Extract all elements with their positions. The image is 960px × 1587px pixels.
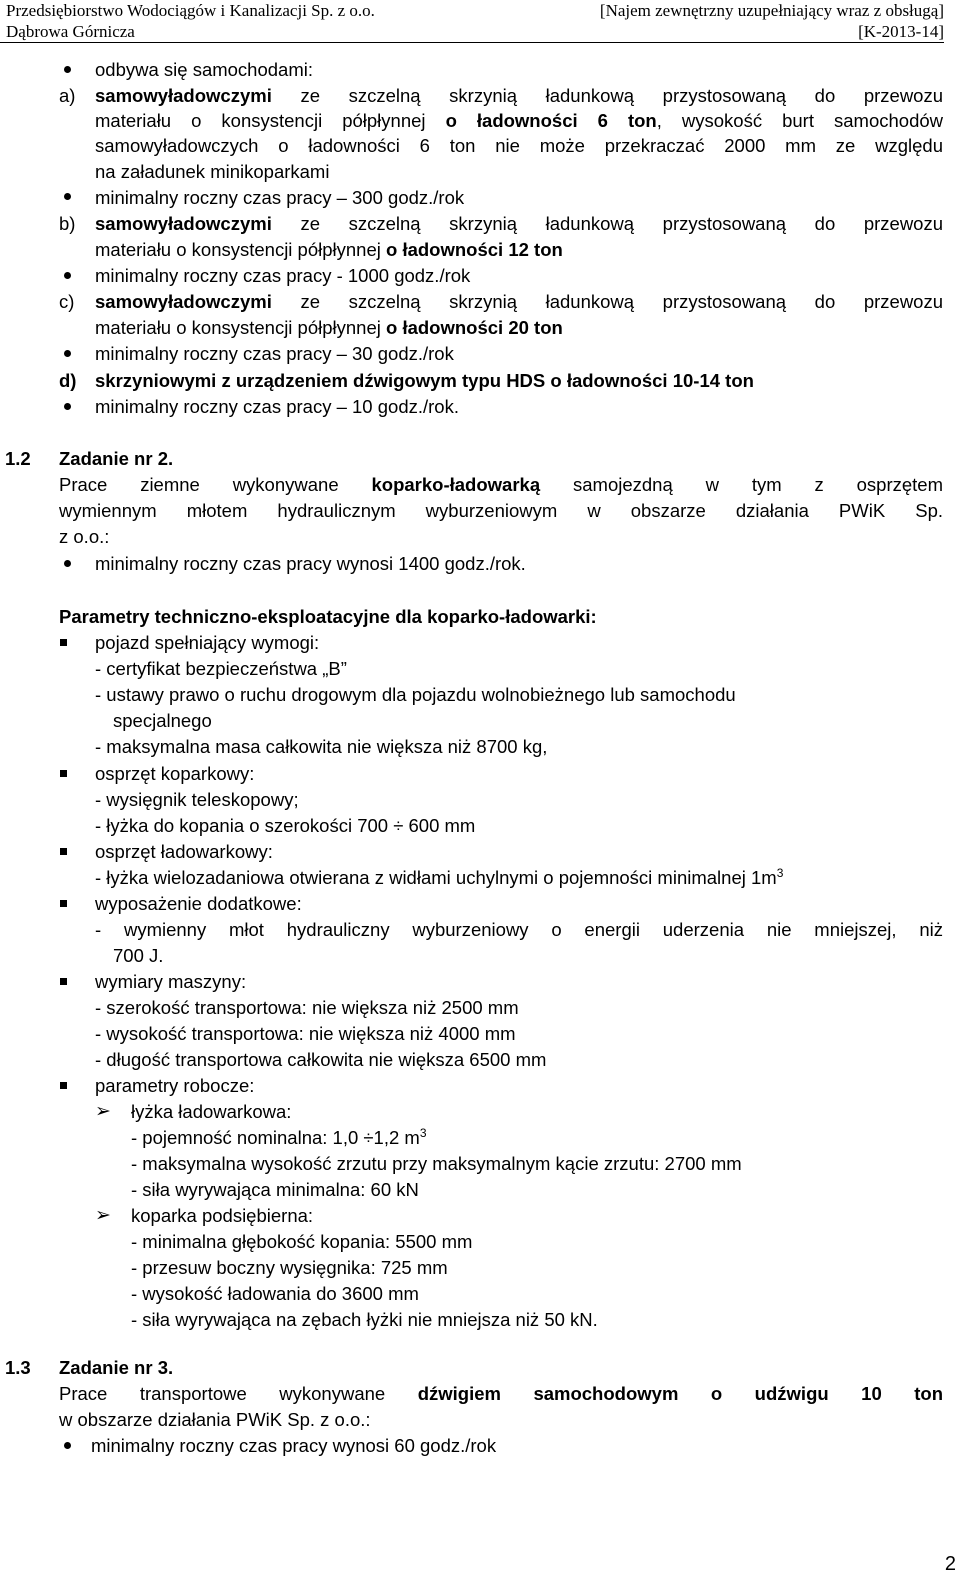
square-bullet-icon	[60, 978, 67, 985]
bullet-icon	[64, 560, 71, 567]
params-s3-1: - łyżka wielozadaniowa otwierana z widłami uchylnymi o pojemności minimalnej $1m^3$	[95, 866, 784, 888]
params-s1-2b: specjalnego	[113, 710, 212, 731]
item-a-line2: materiału o konsystencji półpłynnej o ładowności 6 ton, wysokość burt samochodów	[95, 110, 944, 131]
item-c-letter: c)	[59, 291, 75, 312]
item-b-line2: materiału o konsystencji półpłynnej o ładowności 12 ton	[95, 239, 563, 260]
item-c-line1: samowyładowczymi ze szczelną skrzynią ładunkową przystosowaną do przewozu	[95, 291, 944, 312]
square-bullet-icon	[60, 1082, 67, 1089]
params-s2: osprzęt koparkowy:	[95, 763, 255, 784]
item-d-line1: skrzyniowymi z urządzeniem dźwigowym typu HDS o ładowności 10-14 ton	[95, 370, 754, 391]
params-a2-4: - siła wyrywająca na zębach łyżki nie mniejsza niż 50 kN.	[131, 1309, 598, 1330]
square-bullet-icon	[60, 848, 67, 855]
params-s5-1: - szerokość transportowa: nie większa niż 2500 mm	[95, 997, 519, 1018]
bullet-icon	[64, 1442, 71, 1449]
params-s1-3: - maksymalna masa całkowita nie większa niż 8700 kg,	[95, 736, 548, 757]
params-a1-1: - pojemność nominalna: 1,0 ÷1,2 $m^3$	[131, 1126, 427, 1148]
params-s4-1: - wymienny młot hydrauliczny wyburzeniowy o energii uderzenia nie mniejszej, niż	[95, 919, 943, 940]
params-s1: pojazd spełniający wymogi:	[95, 632, 320, 653]
item-d-letter: d)	[59, 370, 77, 391]
task2-para-line1: Prace ziemne wykonywane koparko-ładowarką samojezdną w tym z osprzętem	[59, 474, 944, 495]
params-s5: wymiary maszyny:	[95, 971, 247, 992]
arrowhead-bullet-icon: ➢	[95, 1205, 111, 1226]
task2-para-line3: z o.o.:	[59, 526, 110, 547]
task2-number: 1.2	[5, 448, 31, 469]
square-bullet-icon	[60, 639, 67, 646]
params-s2-2: - łyżka do kopania o szerokości 700 ÷ 600 mm	[95, 815, 476, 836]
bullet-icon	[64, 272, 71, 279]
params-s6: parametry robocze:	[95, 1075, 255, 1096]
bullet-icon	[64, 403, 71, 410]
task2-time: minimalny roczny czas pracy wynosi 1400 godz./rok.	[95, 553, 526, 574]
header-code: [K-2013-14]	[858, 22, 944, 41]
item-a-line3: samowyładowczych o ładowności 6 ton nie może przekraczać 2000 mm ze względu	[95, 135, 943, 156]
bullet-icon	[64, 66, 71, 73]
task1-intro: odbywa się samochodami:	[95, 59, 313, 80]
header-city: Dąbrowa Górnicza	[6, 22, 135, 41]
params-a2-1: - minimalna głębokość kopania: 5500 mm	[131, 1231, 473, 1252]
params-s1-2: - ustawy prawo o ruchu drogowym dla pojazdu wolnobieżnego lub samochodu	[95, 684, 736, 705]
item-c-line2: materiału o konsystencji półpłynnej o ładowności 20 ton	[95, 317, 563, 338]
task3-time: minimalny roczny czas pracy wynosi 60 godz./rok	[91, 1435, 497, 1456]
item-d-time: minimalny roczny czas pracy – 10 godz./rok.	[95, 396, 459, 417]
item-a-letter: a)	[59, 85, 76, 106]
params-s5-2: - wysokość transportowa: nie większa niż 4000 mm	[95, 1023, 516, 1044]
task2-title: Zadanie nr 2.	[59, 448, 174, 469]
params-a1: łyżka ładowarkowa:	[131, 1101, 292, 1122]
params-a2-3: - wysokość ładowania do 3600 mm	[131, 1283, 419, 1304]
header-company: Przedsiębiorstwo Wodociągów i Kanalizacji Sp. z o.o.	[6, 1, 375, 20]
header-title: [Najem zewnętrzny uzupełniający wraz z obsługą]	[599, 1, 944, 20]
arrowhead-bullet-icon: ➢	[95, 1101, 111, 1122]
header-right	[600, 0, 944, 42]
task3-para-line2: w obszarze działania PWiK Sp. z o.o.:	[59, 1409, 371, 1430]
params-s5-3: - długość transportowa całkowita nie większa 6500 mm	[95, 1049, 547, 1070]
square-bullet-icon	[60, 770, 67, 777]
item-a-time: minimalny roczny czas pracy – 300 godz./rok	[95, 187, 465, 208]
params-s1-1: - certyfikat bezpieczeństwa „B”	[95, 658, 347, 679]
params-s4-1b: 700 J.	[113, 945, 164, 966]
item-a-line1: samowyładowczymi ze szczelną skrzynią ładunkową przystosowaną do przewozu	[95, 85, 944, 106]
params-a1-2: - maksymalna wysokość zrzutu przy maksymalnym kącie zrzutu: 2700 mm	[131, 1153, 742, 1174]
item-b-time: minimalny roczny czas pracy - 1000 godz./rok	[95, 265, 471, 286]
params-s3: osprzęt ładowarkowy:	[95, 841, 273, 862]
item-b-line1: samowyładowczymi ze szczelną skrzynią ładunkową przystosowaną do przewozu	[95, 213, 944, 234]
page-number: 2	[944, 1553, 956, 1575]
params-s2-1: - wysięgnik teleskopowy;	[95, 789, 299, 810]
header-left	[6, 0, 375, 42]
task3-number: 1.3	[5, 1357, 31, 1378]
page-header	[0, 0, 944, 43]
params-s4: wyposażenie dodatkowe:	[95, 893, 302, 914]
params-a1-3: - siła wyrywająca minimalna: 60 kN	[131, 1179, 419, 1200]
item-a-line4: na załadunek minikoparkami	[95, 161, 330, 182]
item-b-letter: b)	[59, 213, 76, 234]
params-a2: koparka podsiębierna:	[131, 1205, 314, 1226]
bullet-icon	[64, 193, 71, 200]
params-a2-2: - przesuw boczny wysięgnika: 725 mm	[131, 1257, 448, 1278]
square-bullet-icon	[60, 900, 67, 907]
bullet-icon	[64, 350, 71, 357]
task3-title: Zadanie nr 3.	[59, 1357, 174, 1378]
params-title: Parametry techniczno-eksploatacyjne dla koparko-ładowarki:	[59, 606, 597, 627]
task2-para-line2: wymiennym młotem hydraulicznym wyburzeniowym w obszarze działania PWiK Sp.	[59, 500, 943, 521]
item-c-time: minimalny roczny czas pracy – 30 godz./rok	[95, 343, 454, 364]
task3-para-line1: Prace transportowe wykonywane dźwigiem samochodowym o udźwigu 10 ton	[59, 1383, 944, 1404]
